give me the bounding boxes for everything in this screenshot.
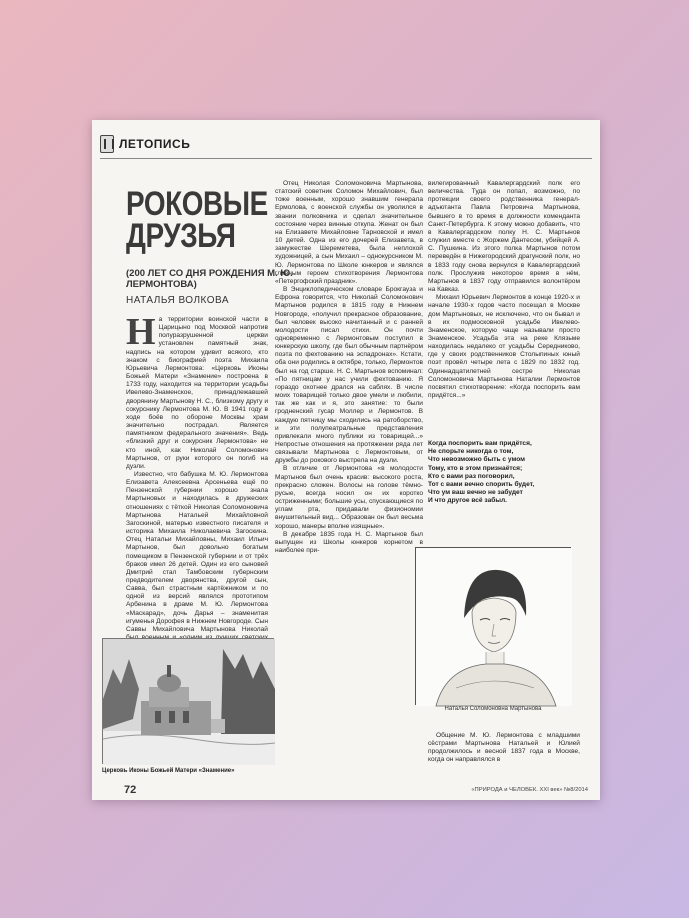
title-line-2: ДРУЗЬЯ: [126, 217, 236, 255]
portrait-image: [415, 547, 571, 705]
poem-line: Когда поспорить вам придётся,: [428, 440, 532, 447]
article-author: НАТАЛЬЯ ВОЛКОВА: [126, 295, 230, 306]
portrait-caption: Наталья Соломоновна Мартынова: [444, 706, 542, 712]
paragraph: Отец Николая Соломоновича Мартынова, статский советник Соломон Михайлович, был тоже военным, хорошо знавшим генерала Ермолова, с военской службы он уволился в звании полковника и сделал значительное состояние через винные откупа. Женат он был на Елизавете Михайловне Тарновской и имел 10 детей. Одна из его дочерей Елизавета, в замужестве Шереметева, была неплохой художницей, а сын Михаил – однокурсником М. Ю. Лермонтова по Школе юнкеров и являлся главным героем стихотворения Лермонтова «Петергофский праздник».: [275, 180, 423, 285]
text-column-1: [126, 311, 268, 633]
title-line-1: РОКОВЫЕ: [126, 185, 268, 223]
portrait-illustration: [416, 548, 572, 706]
paragraph: В отличие от Лермонтова «в молодости Мартынов был очень красив: высокого роста, прекрасно сложен. Волосы на голове тёмно-русые, всегда носил он их коротко остриженными; большие усы, спускающиеся по углам рта, придавали физиономии внушительный вид... Образован он был весьма хорошо, манеры вполне изящные».: [275, 465, 423, 530]
paragraph: Общение М. Ю. Лермонтова с младшими сёстрами Мартынова Натальей и Юлией продолжилось и весной 1837 года в Москве, когда он направлялся в: [428, 732, 580, 764]
poem-line: Что невозможно быть с умом: [428, 456, 526, 464]
text-column-2: [275, 180, 423, 740]
paragraph: а территории воинской части в Царицыно под Москвой напротив полуразрушенной церкви установлен памятный знак, надпись на котором удивит всякого, кто знаком с биографией поэта Михаила Юрьевича Лермонтова: «Церковь Иконы Божьей Матери «Знамение» построена в 1733 году, находится на территории усадьбы Ивелево-Знаменское, принадлежавшей дворянину Мартынову Н. С., близкому другу и сокурснику Лермонтова М. Ю. В 1941 году в ходе боёв по обороне Москвы храм значительно пострадал. Является памятником федерального значения». Ведь «близкий друг и сокурсник Лермонтова» не кто иной, как Николай Соломонович Мартынов, от руки которого он погиб на дуэли.: [126, 316, 268, 470]
paragraph: Известно, что бабушка М. Ю. Лермонтова Елизавета Алексеевна Арсеньева ещё по Пензенской губернии хорошо знала Мартыновых и находилась в дружеских отношениях с тёткой Николая Соломоновича Мартынова Натальей Михайловной Загоскиной, матерью известного писателя и историка Михаила Николаевича Загоскина. Отец Натальи Михайловны, Михаил Ильич Мартынов, был довольно богатым помещиком в Пензенской губернии и от трёх браков имел 26 детей. Один из его сыновей Дмитрий стал Тамбовским губернским предводителем дворянства, другой сын, Савва, был страстным картёжником и по одной из версий являлся прототипом Арбенина в драме М. Ю. Лермонтова «Маскарад», дочь Дарья – знаменитая игуменья Дорофея в Нижнем Новгороде. Сын Саввы Михайловича Мартынова Николай: [126, 470, 268, 633]
text-column-3-continued: [428, 732, 580, 792]
section-logo-icon: [100, 135, 114, 153]
poem-line: Не спорьте никогда о том,: [428, 448, 514, 456]
poem-line: И что другое всё забыл.: [428, 497, 508, 505]
poem-line: Тому, кто в этом признаётся;: [428, 464, 523, 472]
poem-block: [428, 440, 580, 506]
poem-line: Кто с вами раз поговорил,: [428, 472, 515, 480]
drop-cap: Н: [126, 311, 156, 353]
paragraph: вилегированный Кавалергардский полк его величества. Туда он попал, возможно, по протекции своего родственника генерал-адъютанта Павла Петровича Мартынова, бывшего в то время в должности коменданта Санкт-Петербурга. К этому можно добавить, что в Кавалергардском полку Н. С. Мартынов служил вместе с Жоржем Дантесом, убийцей А. С. Пушкина. Из этого полка Мартынов потом переведён в Нижегородский драгунский полк, но в 1833 году снова вернулся в Кавалергардский полк. Прослужив некоторое время в нём, Мартынов в 1837 году отправился волонтёром на Кавказ.: [428, 180, 580, 294]
section-title: ЛЕТОПИСЬ: [119, 137, 191, 151]
magazine-page: [92, 120, 600, 800]
poem-line: Что ум ваш вечно не забудет: [428, 489, 523, 497]
page-number: 72: [124, 784, 137, 796]
section-header: [100, 134, 190, 154]
article-subtitle: (200 ЛЕТ СО ДНЯ РОЖДЕНИЯ М. Ю. ЛЕРМОНТОВА): [126, 268, 293, 290]
magazine-footer: «ПРИРОДА и ЧЕЛОВЕК. XXI век» №8/2014: [471, 787, 588, 793]
poem-line: Тот с вами вечно спорить будет,: [428, 481, 535, 489]
paragraph: В Энциклопедическом словаре Брокгауза и Ефрона говорится, что Николай Соломонович Мартынов родился в 1815 году в Нижнем Новгороде, «получил прекрасное образование, был человек высоко начитанный и с ранней молодости писал стихи. Он почти одновременно с Лермонтовым поступил в юнкерскую школу, где был обычным партнёром поэта по фехтованию на эспадронах». Кстати, оба они родились в октябре, только, Лермонтов был на год старше. Н. С. Мартынов вспоминал: «По пятницам у нас учили фехтованию. Я гораздо охотнее дрался на саблях. В числе моих товарищей только двое умели и любили, так же как и я, это занятие: то были гродненский гусар Моллер и Лермонтов. В каждую пятницу мы сходились на ратоборство, и эти полупеатральные представления привлекали много публики из товарищей...» Непростые отношения на протяжении ряда лет связывали Мартынова с Лермонтовым, от дружбы до рокового выстрела на дуэли.: [275, 286, 423, 465]
church-photo: [102, 638, 274, 764]
church-illustration: [103, 639, 275, 765]
paragraph: В декабре 1835 года Н. С. Мартынов был выпущен из Школы юнкеров корнетом в наиболее при-: [275, 530, 423, 555]
paragraph: Михаил Юрьевич Лермонтов в конце 1920-х и начале 1930-х годов часто посещал в Москве дом Мартыновых, не исключено, что он бывал и в их подмосковной усадьбе Ивелево-Знаменское, которую чаще называли просто Знаменское. Усадьба эта на реке Клязьме находилась недалеко от усадьбы Середниково, где у своих родственников Столыпиных юный поэт провёл четыре лета с 1829 по 1832 год. Одиннадцатилетней сестре Николая Соломоновича Мартынова Наталии Лермонтов посвятил стихотворение: «Когда поспорить вам придётся...»: [428, 294, 580, 400]
article-title: [126, 185, 268, 255]
header-rule: [100, 158, 592, 159]
photo-caption: Церковь Иконы Божьей Матери «Знамение»: [102, 768, 235, 774]
